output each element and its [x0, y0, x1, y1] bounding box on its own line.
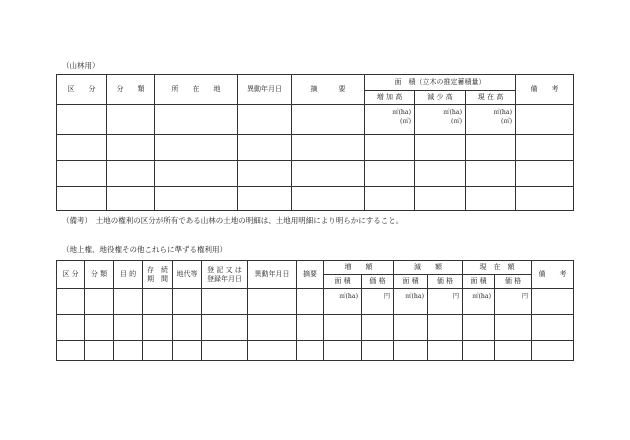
- header-kakaku: 価 格: [428, 275, 463, 289]
- unit-yen-label[interactable]: 円: [495, 289, 532, 315]
- header-menseki: 面 積（立木の推定蓄積量）: [365, 75, 516, 91]
- header-mokuteki: 目 的: [114, 261, 143, 289]
- header-zougaku: 増 額: [324, 261, 394, 275]
- header-bunrui: 分 類: [107, 75, 155, 105]
- header-kakaku: 価 格: [495, 275, 532, 289]
- forest-table: [56, 74, 574, 211]
- header-genzaigaku: 現 在 額: [463, 261, 532, 275]
- unit-area-label: ㎡(ha): [493, 109, 513, 116]
- unit-area-label[interactable]: ㎡(ha): [463, 289, 495, 315]
- table-row: [57, 161, 574, 187]
- table-row: [57, 315, 574, 341]
- table-row: [57, 289, 574, 315]
- forest-table-caption: （山林用）: [62, 61, 100, 70]
- header-shozaichi: 所 在 地: [155, 75, 238, 105]
- header-touki: 登 記 又 は 登録年月日: [202, 261, 248, 289]
- unit-cell-increase[interactable]: [365, 105, 415, 135]
- header-genshou: 減 少 高: [415, 91, 466, 105]
- header-sonzoku-kikan: 存 続 期 間: [143, 261, 173, 289]
- header-idou: 異動年月日: [248, 261, 297, 289]
- unit-area-label[interactable]: ㎡(ha): [394, 289, 428, 315]
- rights-table: [56, 260, 574, 361]
- table-row: [57, 105, 574, 135]
- header-bunrui: 分 類: [85, 261, 114, 289]
- header-genzai: 現 在 高: [466, 91, 516, 105]
- unit-volume-label: (㎥): [450, 118, 462, 126]
- header-chidaitou: 地代等: [173, 261, 202, 289]
- table-row: [57, 341, 574, 361]
- unit-volume-label: (㎥): [399, 118, 411, 126]
- header-bikou: 備 考: [516, 75, 574, 105]
- unit-yen-label[interactable]: 円: [428, 289, 463, 315]
- unit-cell-decrease[interactable]: [415, 105, 466, 135]
- header-kakaku: 価 格: [362, 275, 394, 289]
- unit-area-label: ㎡(ha): [443, 109, 462, 116]
- unit-cell-current[interactable]: [466, 105, 516, 135]
- forest-table-note: （備考） 土地の権利の区分が所有である山林の土地の明細は、土地用明細により明らかにすること。: [62, 216, 404, 225]
- header-menseki: 面 積: [463, 275, 495, 289]
- header-kubun: 区 分: [57, 75, 107, 105]
- header-bikou: 備 考: [532, 261, 574, 289]
- header-tekiyou: 摘 要: [292, 75, 365, 105]
- header-gengaku: 減 額: [394, 261, 463, 275]
- rights-table-caption: （地上権、地役権その他これらに準ずる権利用）: [62, 245, 227, 254]
- unit-yen-label[interactable]: 円: [362, 289, 394, 315]
- table-row: [57, 135, 574, 161]
- header-tekiyou: 摘要: [297, 261, 324, 289]
- header-menseki: 面 積: [324, 275, 362, 289]
- unit-volume-label: (㎥): [501, 118, 513, 126]
- unit-area-label: ㎡(ha): [392, 109, 411, 116]
- header-zoka: 増 加 高: [365, 91, 415, 105]
- unit-area-label[interactable]: ㎡(ha): [324, 289, 362, 315]
- header-kubun: 区 分: [57, 261, 85, 289]
- table-row: [57, 187, 574, 211]
- header-menseki: 面 積: [394, 275, 428, 289]
- header-idou: 異動年月日: [238, 75, 292, 105]
